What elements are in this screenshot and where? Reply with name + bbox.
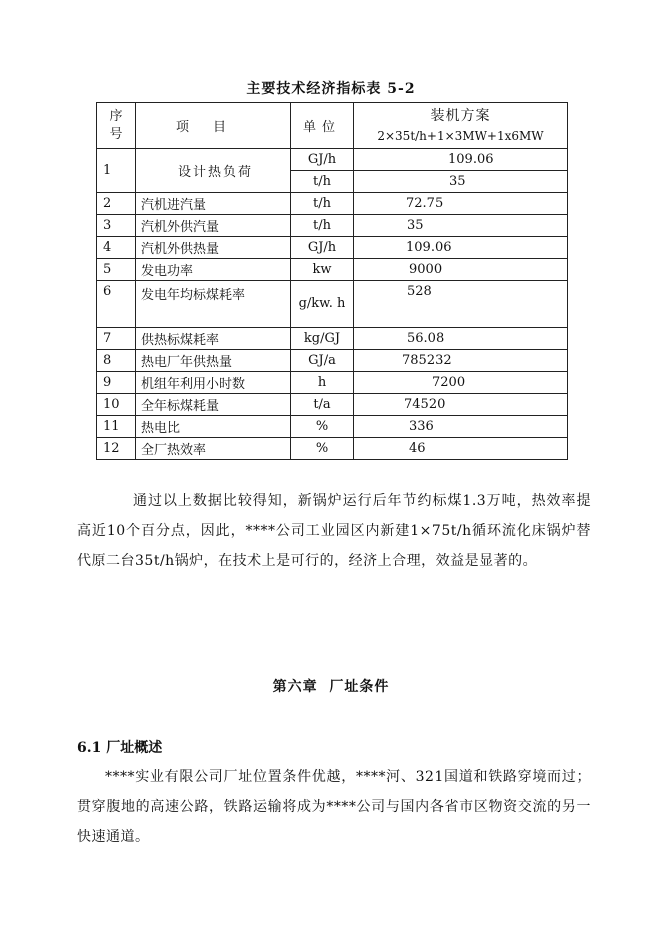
row-no: 7 xyxy=(97,328,136,350)
row-value: 528 xyxy=(354,281,568,328)
row-unit: % xyxy=(291,416,354,438)
row-value: 46 xyxy=(354,438,568,460)
table-row xyxy=(97,394,568,416)
row-no: 5 xyxy=(97,259,136,281)
table-row xyxy=(97,149,568,171)
row-unit: GJ/h xyxy=(291,149,354,171)
row-value: 7200 xyxy=(354,372,568,394)
row-unit: % xyxy=(291,438,354,460)
row-item: 供热标煤耗率 xyxy=(136,328,291,350)
row-value: 109.06 xyxy=(354,149,568,171)
table-row xyxy=(97,237,568,259)
row-unit: kw xyxy=(291,259,354,281)
header-no: 序 号 xyxy=(97,103,136,149)
table-row xyxy=(97,416,568,438)
row-item: 汽机进汽量 xyxy=(136,193,291,215)
tech-economic-table xyxy=(96,102,568,460)
row-item: 全年标煤耗量 xyxy=(136,394,291,416)
row-no: 1 xyxy=(97,149,136,193)
row-item: 发电功率 xyxy=(136,259,291,281)
chapter-title: 第六章 厂址条件 xyxy=(272,679,390,695)
row-no: 6 xyxy=(97,281,136,328)
header-plan xyxy=(354,103,568,149)
header-plan-subtitle: 2×35t/h+1×3MW+1x6MW xyxy=(377,128,544,143)
row-unit: t/a xyxy=(291,394,354,416)
table-row xyxy=(97,281,568,328)
row-unit: GJ/h xyxy=(291,237,354,259)
row-item: 全厂热效率 xyxy=(136,438,291,460)
row-item: 汽机外供热量 xyxy=(136,237,291,259)
row-item: 设计热负荷 xyxy=(136,149,291,193)
row-no: 9 xyxy=(97,372,136,394)
row-no: 12 xyxy=(97,438,136,460)
row-no: 2 xyxy=(97,193,136,215)
row-no: 8 xyxy=(97,350,136,372)
table-title: 主要技术经济指标表 5-2 xyxy=(246,81,416,97)
table-row xyxy=(97,215,568,237)
table-row xyxy=(97,259,568,281)
row-value: 785232 xyxy=(354,350,568,372)
row-value: 336 xyxy=(354,416,568,438)
row-value: 72.75 xyxy=(354,193,568,215)
row-unit: t/h xyxy=(291,215,354,237)
row-unit: g/kw. h xyxy=(291,281,354,328)
table-row xyxy=(97,328,568,350)
row-item: 机组年利用小时数 xyxy=(136,372,291,394)
row-value: 109.06 xyxy=(354,237,568,259)
row-item: 汽机外供汽量 xyxy=(136,215,291,237)
row-item: 热电比 xyxy=(136,416,291,438)
row-unit: h xyxy=(291,372,354,394)
header-unit: 单位 xyxy=(291,103,354,149)
table-row xyxy=(97,438,568,460)
row-item: 发电年均标煤耗率 xyxy=(136,281,291,328)
table-header-row xyxy=(97,103,568,149)
row-unit: kg/GJ xyxy=(291,328,354,350)
row-unit: t/h xyxy=(291,193,354,215)
row-no: 3 xyxy=(97,215,136,237)
row-value: 56.08 xyxy=(354,328,568,350)
table-row xyxy=(97,350,568,372)
row-no: 10 xyxy=(97,394,136,416)
row-value: 35 xyxy=(354,215,568,237)
table-row xyxy=(97,372,568,394)
row-value: 35 xyxy=(354,171,568,193)
paragraph-conclusion: 通过以上数据比较得知，新锅炉运行后年节约标煤1.3万吨，热效率提高近10个百分点，因此，****公司工业园区内新建1×75t/h循环流化床锅炉替代原二台35t/h锅炉，在技术上是可行的，经济上合理，效益是显著的。 xyxy=(77,493,591,569)
paragraph-site-overview: ****实业有限公司厂址位置条件优越，****河、321国道和铁路穿境而过；贯穿腹地的高速公路，铁路运输将成为****公司与国内各省市区物资交流的另一快速通道。 xyxy=(77,769,591,845)
table-row xyxy=(97,193,568,215)
row-item: 热电厂年供热量 xyxy=(136,350,291,372)
header-item: 项目 xyxy=(136,103,291,149)
row-value: 74520 xyxy=(354,394,568,416)
row-unit: GJ/a xyxy=(291,350,354,372)
row-no: 4 xyxy=(97,237,136,259)
row-value: 9000 xyxy=(354,259,568,281)
row-unit: t/h xyxy=(291,171,354,193)
section-title: 6.1 厂址概述 xyxy=(77,740,163,756)
header-plan-title: 装机方案 xyxy=(430,107,491,124)
row-no: 11 xyxy=(97,416,136,438)
